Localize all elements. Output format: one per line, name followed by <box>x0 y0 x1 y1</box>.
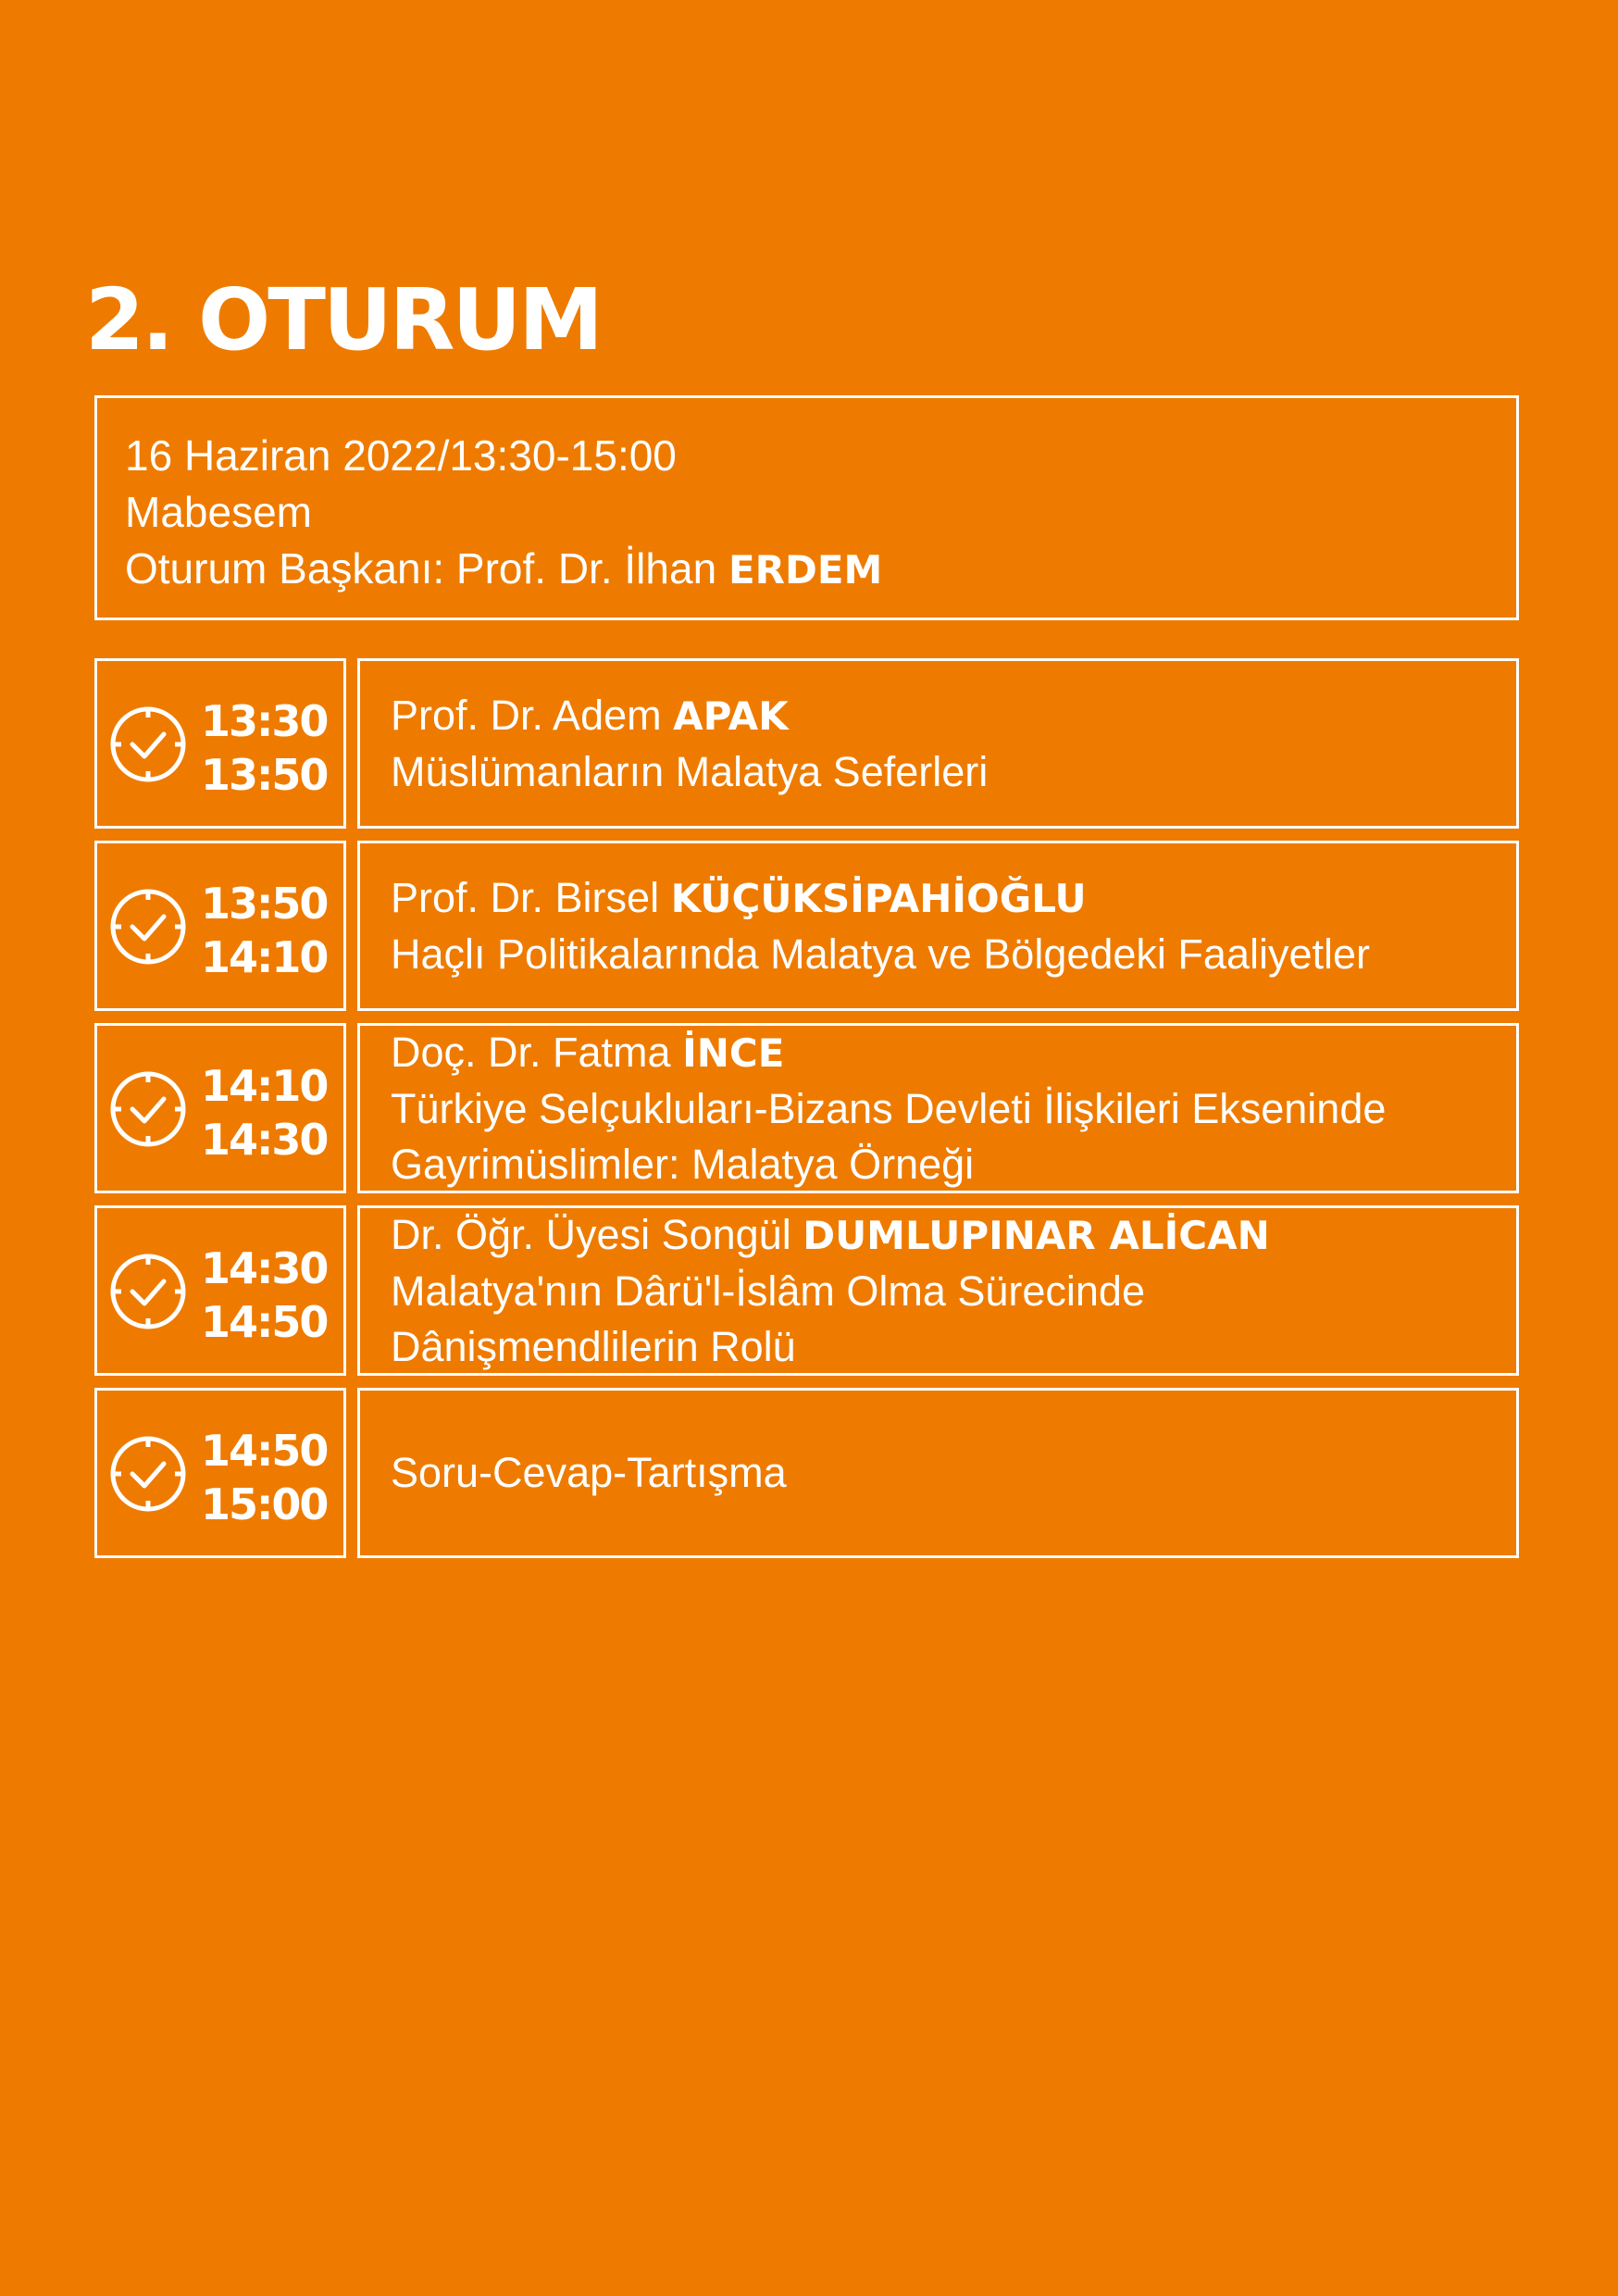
time-slot <box>94 1023 346 1193</box>
end-time: 14:10 <box>201 932 328 982</box>
speaker-name: Dr. Öğr. Üyesi Songül <box>391 1210 791 1258</box>
end-time: 15:00 <box>201 1479 328 1529</box>
speaker-name: Prof. Dr. Adem <box>391 691 662 739</box>
talk-title-line: Haçlı Politikalarında Malatya ve Bölgedeki Faaliyetler <box>391 930 1371 978</box>
talk-title-line: Soru-Cevap-Tartışma <box>391 1449 787 1496</box>
session-title: 2. OTURUM <box>85 270 601 369</box>
talk-title-line: Müslümanların Malatya Seferleri <box>391 747 989 795</box>
end-time: 14:30 <box>201 1115 328 1165</box>
time-slot <box>94 1205 346 1376</box>
speaker-surname: DUMLUPINAR ALİCAN <box>803 1212 1270 1258</box>
session-info-box <box>94 395 1519 620</box>
talk-details <box>357 1205 1519 1376</box>
end-time: 13:50 <box>201 750 328 800</box>
start-time: 14:50 <box>201 1426 328 1476</box>
talk-row <box>94 1205 1519 1376</box>
talk-title-line: Gayrimüslimler: Malatya Örneği <box>391 1140 975 1188</box>
talk-details <box>357 1023 1519 1193</box>
start-time: 13:50 <box>201 879 328 929</box>
speaker-surname: APAK <box>673 693 789 739</box>
chair-name: Oturum Başkanı: Prof. Dr. İlhan <box>125 544 717 593</box>
session-venue: Mabesem <box>125 488 312 536</box>
clock-icon <box>107 704 189 785</box>
start-time: 14:10 <box>201 1061 328 1111</box>
start-time: 14:30 <box>201 1243 328 1293</box>
talk-row <box>94 1388 1519 1558</box>
speaker-name: Prof. Dr. Birsel <box>391 873 660 921</box>
talk-row <box>94 841 1519 1011</box>
speaker <box>391 1207 1516 1264</box>
time-slot <box>94 658 346 829</box>
session-chair <box>125 541 1516 598</box>
speaker <box>391 1025 1516 1081</box>
talk-details <box>357 1388 1519 1558</box>
speaker <box>391 688 1516 744</box>
speaker-name: Doç. Dr. Fatma <box>391 1028 671 1076</box>
speaker-surname: İNCE <box>682 1029 785 1076</box>
chair-surname: ERDEM <box>728 547 883 593</box>
end-time: 14:50 <box>201 1297 328 1347</box>
clock-icon <box>107 1251 189 1332</box>
talk-row <box>94 1023 1519 1193</box>
time-slot <box>94 841 346 1011</box>
talk-details <box>357 841 1519 1011</box>
clock-icon <box>107 1068 189 1150</box>
talk-title-line: Türkiye Selçukluları-Bizans Devleti İlişkileri Ekseninde <box>391 1084 1387 1132</box>
clock-icon <box>107 1433 189 1515</box>
start-time: 13:30 <box>201 696 328 746</box>
talk-row <box>94 658 1519 829</box>
speaker-surname: KÜÇÜKSİPAHİOĞLU <box>670 875 1087 921</box>
clock-icon <box>107 886 189 967</box>
session-date-time: 16 Haziran 2022/13:30-15:00 <box>125 431 677 480</box>
talk-title-line: Dânişmendlilerin Rolü <box>391 1322 796 1370</box>
time-slot <box>94 1388 346 1558</box>
speaker <box>391 870 1516 927</box>
talk-title-line: Malatya'nın Dârü'l-İslâm Olma Sürecinde <box>391 1267 1145 1315</box>
talk-details <box>357 658 1519 829</box>
